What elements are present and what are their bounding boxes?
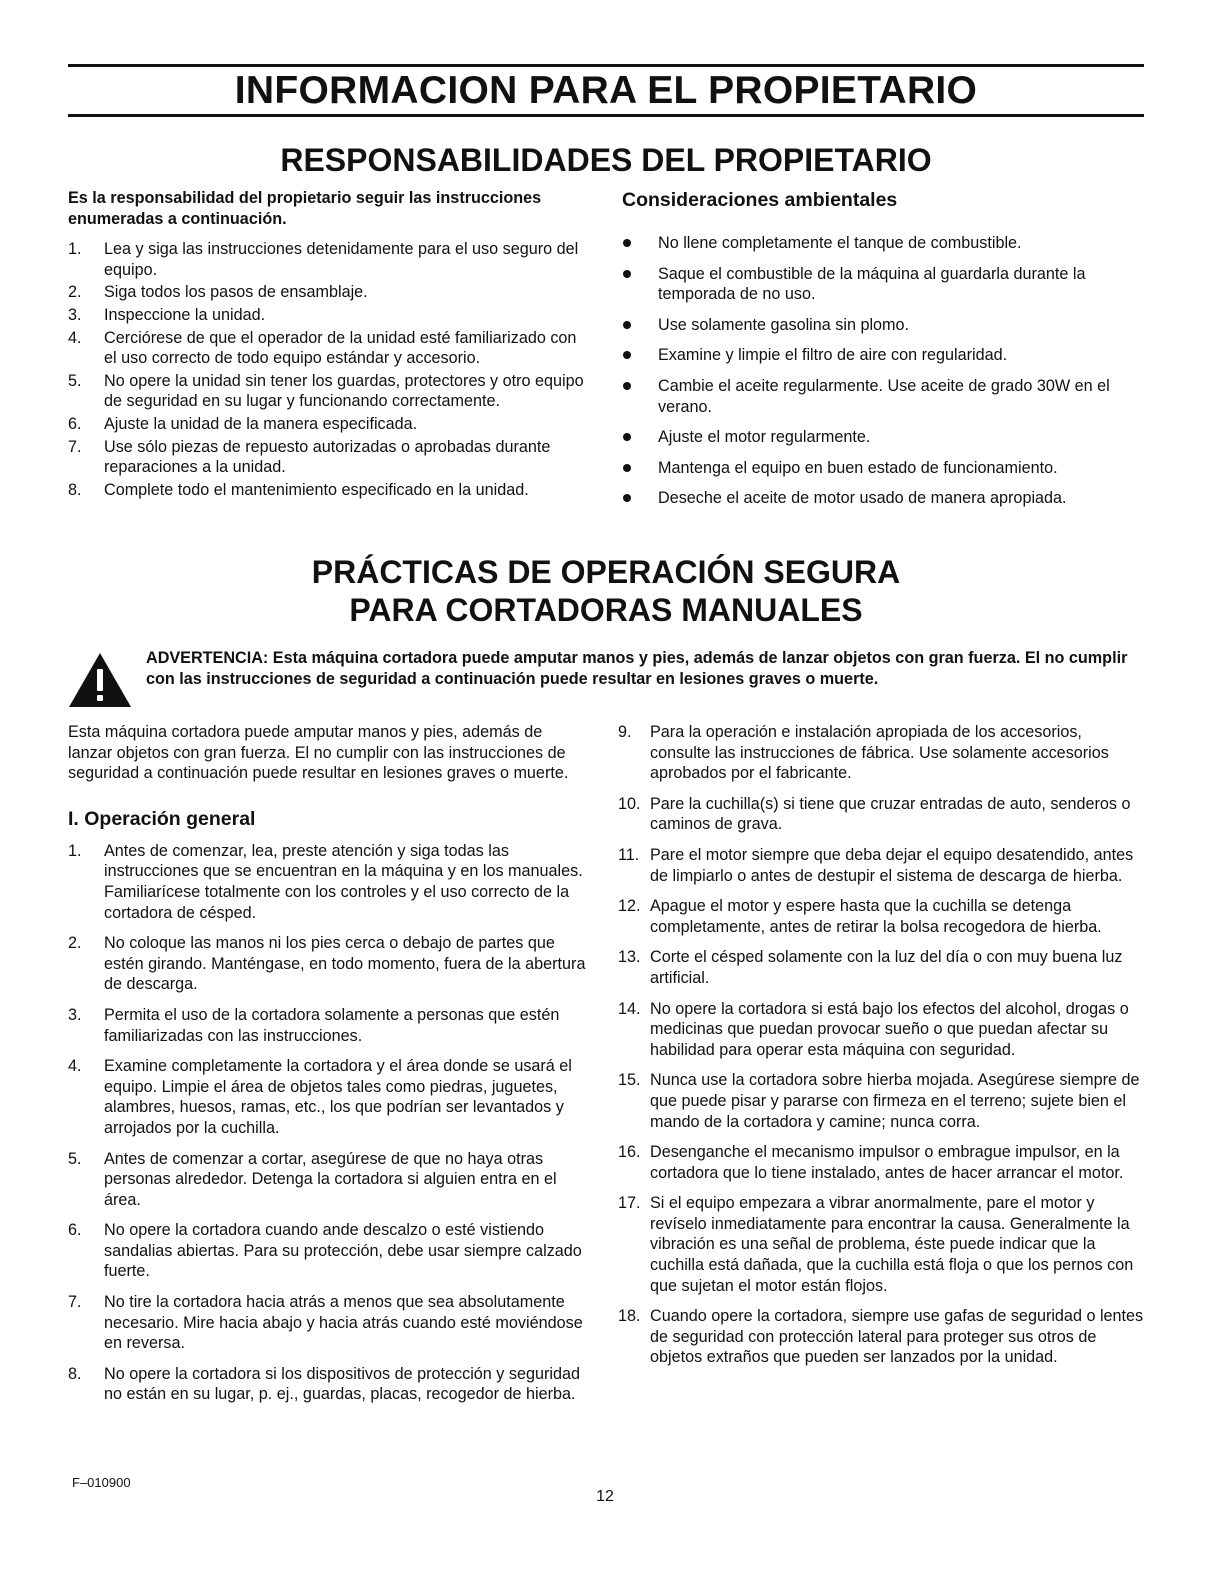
list-item bbox=[68, 328, 590, 369]
list-item bbox=[68, 1149, 590, 1211]
item-number: 7. bbox=[68, 1293, 82, 1312]
page-number: 12 bbox=[596, 1488, 614, 1505]
item-number: 5. bbox=[68, 371, 82, 390]
item-text: Ajuste la unidad de la manera especificada. bbox=[104, 414, 418, 433]
item-text: Mantenga el equipo en buen estado de funcionamiento. bbox=[658, 458, 1058, 477]
item-number: 2. bbox=[68, 934, 82, 953]
item-text: No tire la cortadora hacia atrás a menos que sea absolutamente necesario. Mire hacia abajo y hacia atrás cuando esté moviéndose en reversa. bbox=[104, 1293, 583, 1353]
bullet-icon bbox=[623, 433, 631, 441]
list-item bbox=[68, 1220, 590, 1282]
item-number: 17. bbox=[618, 1194, 641, 1213]
general-operation-title: I. Operación general bbox=[68, 807, 256, 830]
item-text: Cerciórese de que el operador de la unidad esté familiarizado con el uso correcto de todo equipo estándar y accesorio. bbox=[104, 328, 577, 368]
list-item bbox=[68, 1292, 590, 1354]
warning-text: ADVERTENCIA: Esta máquina cortadora puede amputar manos y pies, además de lanzar objetos con gran fuerza. El no cumplir con las instrucciones de seguridad a continuación puede resultar en lesiones graves o muerte. bbox=[146, 649, 1128, 688]
bullet-icon bbox=[623, 351, 631, 359]
bullet-icon bbox=[623, 239, 631, 247]
item-text: Apague el motor y espere hasta que la cuchilla se detenga completamente, antes de retirar la bolsa recogedora de hierba. bbox=[650, 897, 1102, 936]
item-number: 15. bbox=[618, 1071, 641, 1090]
list-item bbox=[68, 305, 590, 326]
list-item bbox=[68, 282, 590, 303]
title-rule bbox=[68, 114, 1144, 117]
item-text: Cuando opere la cortadora, siempre use gafas de seguridad o lentes de seguridad con protección lateral para proteger sus otros de objetos extraños que pueden ser lanzados por la unidad. bbox=[650, 1307, 1144, 1367]
item-number: 10. bbox=[618, 794, 641, 813]
list-item bbox=[618, 1306, 1144, 1368]
owner-responsibilities-list-column bbox=[68, 188, 590, 502]
general-operation-list-continued bbox=[618, 722, 1144, 1368]
list-item bbox=[68, 437, 590, 478]
item-text: Antes de comenzar a cortar, asegúrese de que no haya otras personas alrededor. Detenga la cortadora si alguien entra en el área. bbox=[104, 1149, 557, 1209]
list-item bbox=[68, 1056, 590, 1138]
item-number: 2. bbox=[68, 283, 82, 302]
item-number: 11. bbox=[618, 845, 640, 864]
list-item bbox=[68, 933, 590, 995]
list-item bbox=[68, 239, 590, 280]
item-text: Inspeccione la unidad. bbox=[104, 305, 266, 324]
owner-responsibilities-intro: Es la responsabilidad del propietario seguir las instrucciones enumeradas a continuación. bbox=[68, 189, 542, 228]
item-text: No coloque las manos ni los pies cerca o debajo de partes que estén girando. Manténgase, en todo momento, fuera de la abertura de descarga. bbox=[104, 934, 586, 994]
list-item bbox=[622, 264, 1144, 305]
list-item bbox=[618, 1193, 1144, 1296]
general-operation-list bbox=[68, 841, 590, 1405]
environment-column bbox=[622, 188, 1144, 519]
item-number: 9. bbox=[618, 723, 632, 741]
item-text: Si el equipo empezara a vibrar anormalmente, pare el motor y revíselo inmediatamente para encontrar la causa. Generalmente la vibración es una señal de problema, éste puede indicar que la cuchilla está dañada, que la cuchilla está floja o que los pernos con que sujetan el motor están flojos. bbox=[650, 1194, 1134, 1295]
item-number: 3. bbox=[68, 1005, 82, 1024]
list-item bbox=[68, 1364, 590, 1405]
item-text: Antes de comenzar, lea, preste atención y siga todas las instrucciones que se encuentran en la máquina y en los manuales. Familiarícese totalmente con los controles y el uso correcto de la cortadora de césped. bbox=[104, 841, 583, 922]
item-text: Complete todo el mantenimiento especificado en la unidad. bbox=[104, 480, 529, 499]
item-number: 16. bbox=[618, 1143, 641, 1162]
list-item bbox=[618, 1070, 1144, 1132]
item-text: Pare el motor siempre que deba dejar el equipo desatendido, antes de limpiarlo o antes de destupir el sistema de descarga de hierba. bbox=[650, 845, 1134, 885]
bullet-icon bbox=[623, 382, 631, 390]
item-text: Examine completamente la cortadora y el área donde se usará el equipo. Limpie el área de objetos tales como piedras, juguetes, alambres, huesos, ramas, etc., los que podrían ser levantados y arrojados por la cuchilla. bbox=[104, 1057, 572, 1137]
item-number: 6. bbox=[68, 1221, 82, 1240]
item-text: Use sólo piezas de repuesto autorizadas o aprobadas durante reparaciones a la unidad. bbox=[104, 437, 551, 477]
bullet-icon bbox=[623, 321, 631, 329]
list-item bbox=[618, 794, 1144, 835]
list-item bbox=[618, 947, 1144, 988]
item-number: 5. bbox=[68, 1149, 82, 1168]
list-item bbox=[68, 841, 590, 923]
footer-document-code: F–010900 bbox=[72, 1475, 131, 1490]
list-item bbox=[618, 845, 1144, 886]
owner-responsibilities-title: RESPONSABILIDADES DEL PROPIETARIO bbox=[280, 142, 932, 178]
list-item bbox=[622, 345, 1144, 366]
item-text: No llene completamente el tanque de combustible. bbox=[658, 234, 1022, 252]
item-text: Pare la cuchilla(s) si tiene que cruzar entradas de auto, senderos o caminos de grava. bbox=[650, 794, 1131, 834]
list-item bbox=[622, 233, 1144, 254]
item-text: No opere la cortadora cuando ande descalzo o esté vistiendo sandalias abiertas. Para su protección, debe usar siempre calzado fuerte. bbox=[104, 1221, 582, 1281]
environment-list bbox=[622, 233, 1144, 509]
safe-practices-title bbox=[68, 553, 1144, 629]
list-item bbox=[622, 488, 1144, 509]
list-item bbox=[622, 315, 1144, 336]
list-item bbox=[68, 414, 590, 435]
top-rule bbox=[68, 64, 1144, 67]
bullet-icon bbox=[623, 494, 631, 502]
item-text: Corte el césped solamente con la luz del día o con muy buena luz artificial. bbox=[650, 948, 1123, 987]
list-item bbox=[618, 999, 1144, 1061]
item-number: 4. bbox=[68, 1057, 82, 1076]
item-text: Ajuste el motor regularmente. bbox=[658, 428, 871, 447]
owner-responsibilities-list bbox=[68, 239, 590, 500]
warning-triangle-icon bbox=[68, 652, 132, 708]
item-number: 7. bbox=[68, 437, 82, 456]
list-item bbox=[618, 722, 1144, 784]
item-number: 3. bbox=[68, 305, 82, 324]
item-text: Permita el uso de la cortadora solamente a personas que estén familiarizadas con las instrucciones. bbox=[104, 1005, 560, 1045]
item-text: Cambie el aceite regularmente. Use aceite de grado 30W en el verano. bbox=[658, 376, 1110, 416]
item-number: 18. bbox=[618, 1307, 641, 1326]
item-text: No opere la cortadora si está bajo los efectos del alcohol, drogas o medicinas que puedan provocar sueño o que puedan afectar su habilidad para operar esta máquina con seguridad. bbox=[650, 999, 1129, 1059]
item-text: Desenganche el mecanismo impulsor o embrague impulsor, en la cortadora que lo tiene instalado, antes de hacer arrancar el motor. bbox=[650, 1143, 1124, 1182]
list-item bbox=[622, 427, 1144, 448]
item-text: Deseche el aceite de motor usado de manera apropiada. bbox=[658, 489, 1067, 508]
list-item bbox=[68, 371, 590, 412]
bullet-icon bbox=[623, 464, 631, 472]
item-number: 14. bbox=[618, 999, 641, 1018]
item-number: 1. bbox=[68, 841, 82, 860]
list-item bbox=[618, 896, 1144, 937]
list-item bbox=[622, 376, 1144, 417]
item-text: No opere la cortadora si los dispositivos de protección y seguridad no están en su lugar, p. ej., guardas, placas, recogedor de hierba. bbox=[104, 1364, 580, 1404]
safety-left-column bbox=[68, 722, 590, 1415]
item-number: 4. bbox=[68, 328, 82, 347]
page-title: INFORMACION PARA EL PROPIETARIO bbox=[234, 69, 978, 112]
environment-title: Consideraciones ambientales bbox=[622, 189, 898, 211]
item-text: Para la operación e instalación apropiada de los accesorios, consulte las instrucciones de fábrica. Use solamente accesorios aprobados por el fabricante. bbox=[650, 723, 1109, 783]
item-number: 12. bbox=[618, 897, 641, 916]
safety-intro: Esta máquina cortadora puede amputar manos y pies, además de lanzar objetos con gran fuerza. El no cumplir con las instrucciones de seguridad a continuación puede resultar en lesiones graves o muerte. bbox=[68, 723, 569, 783]
bullet-icon bbox=[623, 270, 631, 278]
item-number: 13. bbox=[618, 948, 641, 967]
list-item bbox=[68, 480, 590, 501]
item-number: 8. bbox=[68, 1364, 82, 1383]
item-text: No opere la unidad sin tener los guardas, protectores y otro equipo de seguridad en su lugar y funcionando correctamente. bbox=[104, 371, 584, 411]
item-text: Siga todos los pasos de ensamblaje. bbox=[104, 283, 368, 302]
item-text: Lea y siga las instrucciones detenidamente para el uso seguro del equipo. bbox=[104, 240, 579, 279]
item-number: 8. bbox=[68, 480, 82, 499]
safe-practices-title-line2: PARA CORTADORAS MANUALES bbox=[349, 592, 863, 628]
list-item bbox=[618, 1142, 1144, 1183]
item-text: Saque el combustible de la máquina al guardarla durante la temporada de no uso. bbox=[658, 264, 1086, 304]
safety-right-column bbox=[618, 722, 1144, 1378]
safe-practices-title-line1: PRÁCTICAS DE OPERACIÓN SEGURA bbox=[311, 554, 901, 590]
item-text: Examine y limpie el filtro de aire con regularidad. bbox=[658, 346, 1008, 365]
list-item bbox=[622, 458, 1144, 479]
item-number: 1. bbox=[68, 240, 82, 259]
item-number: 6. bbox=[68, 414, 82, 433]
item-text: Nunca use la cortadora sobre hierba mojada. Asegúrese siempre de que puede pisar y pararse con firmeza en el terreno; sujete bien el mando de la cortadora y camine; nunca corra. bbox=[650, 1071, 1140, 1131]
item-text: Use solamente gasolina sin plomo. bbox=[658, 315, 910, 334]
list-item bbox=[68, 1005, 590, 1046]
